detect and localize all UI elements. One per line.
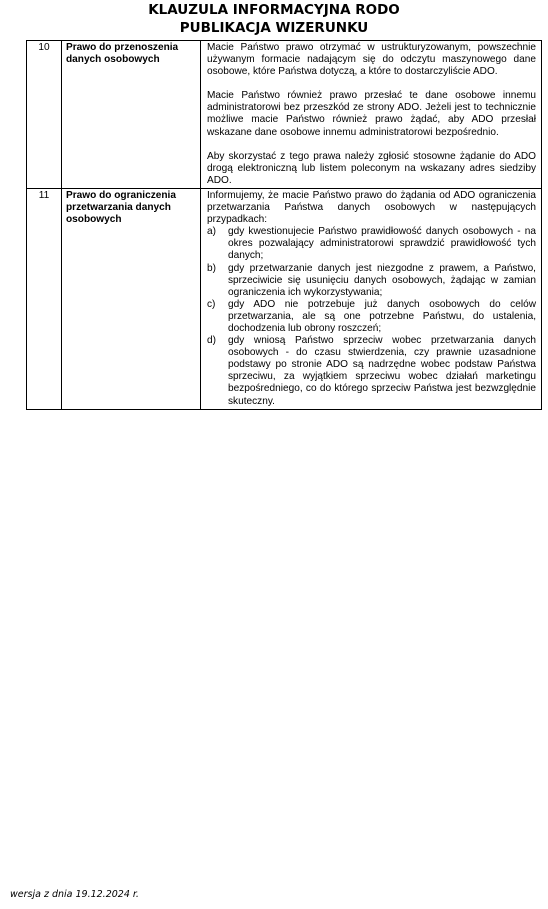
list-item [207, 263, 536, 299]
list-item-letter: a) [207, 226, 216, 238]
list-item-text: gdy przetwarzanie danych jest niezgodne z prawem, a Państwo, sprzeciwicie się usunięciu danych osobowych, żądając w zamian ograniczenia ich wykorzystywania; [228, 262, 536, 298]
cases-list [207, 226, 536, 407]
rights-table [26, 40, 542, 410]
table-row-right-11 [27, 188, 542, 409]
description-intro: Informujemy, że macie Państwo prawo do żądania od ADO ograniczenia przetwarzania Państwa danych osobowych w następujących przypadkach: [207, 189, 536, 226]
list-item-letter: b) [207, 262, 216, 274]
right-description [201, 188, 542, 409]
description-paragraph: Macie Państwo prawo otrzymać w ustrukturyzowanym, powszechnie używanym formacie nadającym się do odczytu maszynowego dane osobowe, które Państwa dotyczą, a które to dostarczyliście ADO. [207, 42, 536, 78]
list-item [207, 226, 536, 262]
list-item-text: gdy wniosą Państwo sprzeciw wobec przetwarzania danych osobowych - do czasu stwierdzenia, czy prawnie uzasadnione podstawy po stronie ADO są nadrzędne wobec podstaw Państwa sprzeciwu, za wyjątkiem sprzeciwu wobec działań marketingu bezpośredniego, co do którego sprzeciw Państwa jest bezwzględnie skuteczny. [228, 335, 536, 407]
version-footer: wersja z dnia 19.12.2024 r. [10, 889, 139, 900]
description-paragraph: Aby skorzystać z tego prawa należy zgłosić stosowne żądanie do ADO drogą elektroniczną lub listem poleconym na wskazany adres siedziby ADO. [207, 150, 536, 186]
row-number: 11 [27, 188, 62, 409]
right-description [201, 41, 542, 189]
description-paragraph: Macie Państwo również prawo przesłać te dane osobowe innemu administratorowi bez przeszkód ze strony ADO. Jeżeli jest to technicznie możliwe macie Państwo również prawo żądać, aby ADO przesłał wskazane dane osobowe innemu administratorowi bezpośrednio. [207, 90, 536, 138]
list-item [207, 299, 536, 335]
row-number: 10 [27, 41, 62, 189]
document-title: KLAUZULA INFORMACYJNA RODO [148, 2, 400, 18]
right-name: Prawo do przenoszenia danych osobowych [62, 41, 201, 189]
list-item-text: gdy kwestionujecie Państwo prawidłowość danych osobowych - na okres pozwalający administratorowi sprawdzić prawidłowość tych danych; [228, 226, 536, 262]
list-item-text: gdy ADO nie potrzebuje już danych osobowych do celów przetwarzania, ale są one potrzebne Państwu, do ustalenia, dochodzenia lub obrony roszczeń; [228, 298, 536, 334]
right-name: Prawo do ograniczenia przetwarzania danych osobowych [62, 188, 201, 409]
list-item-letter: c) [207, 298, 216, 310]
table-row-right-10 [27, 41, 542, 189]
list-item [207, 335, 536, 408]
list-item-letter: d) [207, 335, 216, 347]
document-header [0, 0, 548, 37]
document-subtitle: PUBLIKACJA WIZERUNKU [179, 20, 369, 36]
